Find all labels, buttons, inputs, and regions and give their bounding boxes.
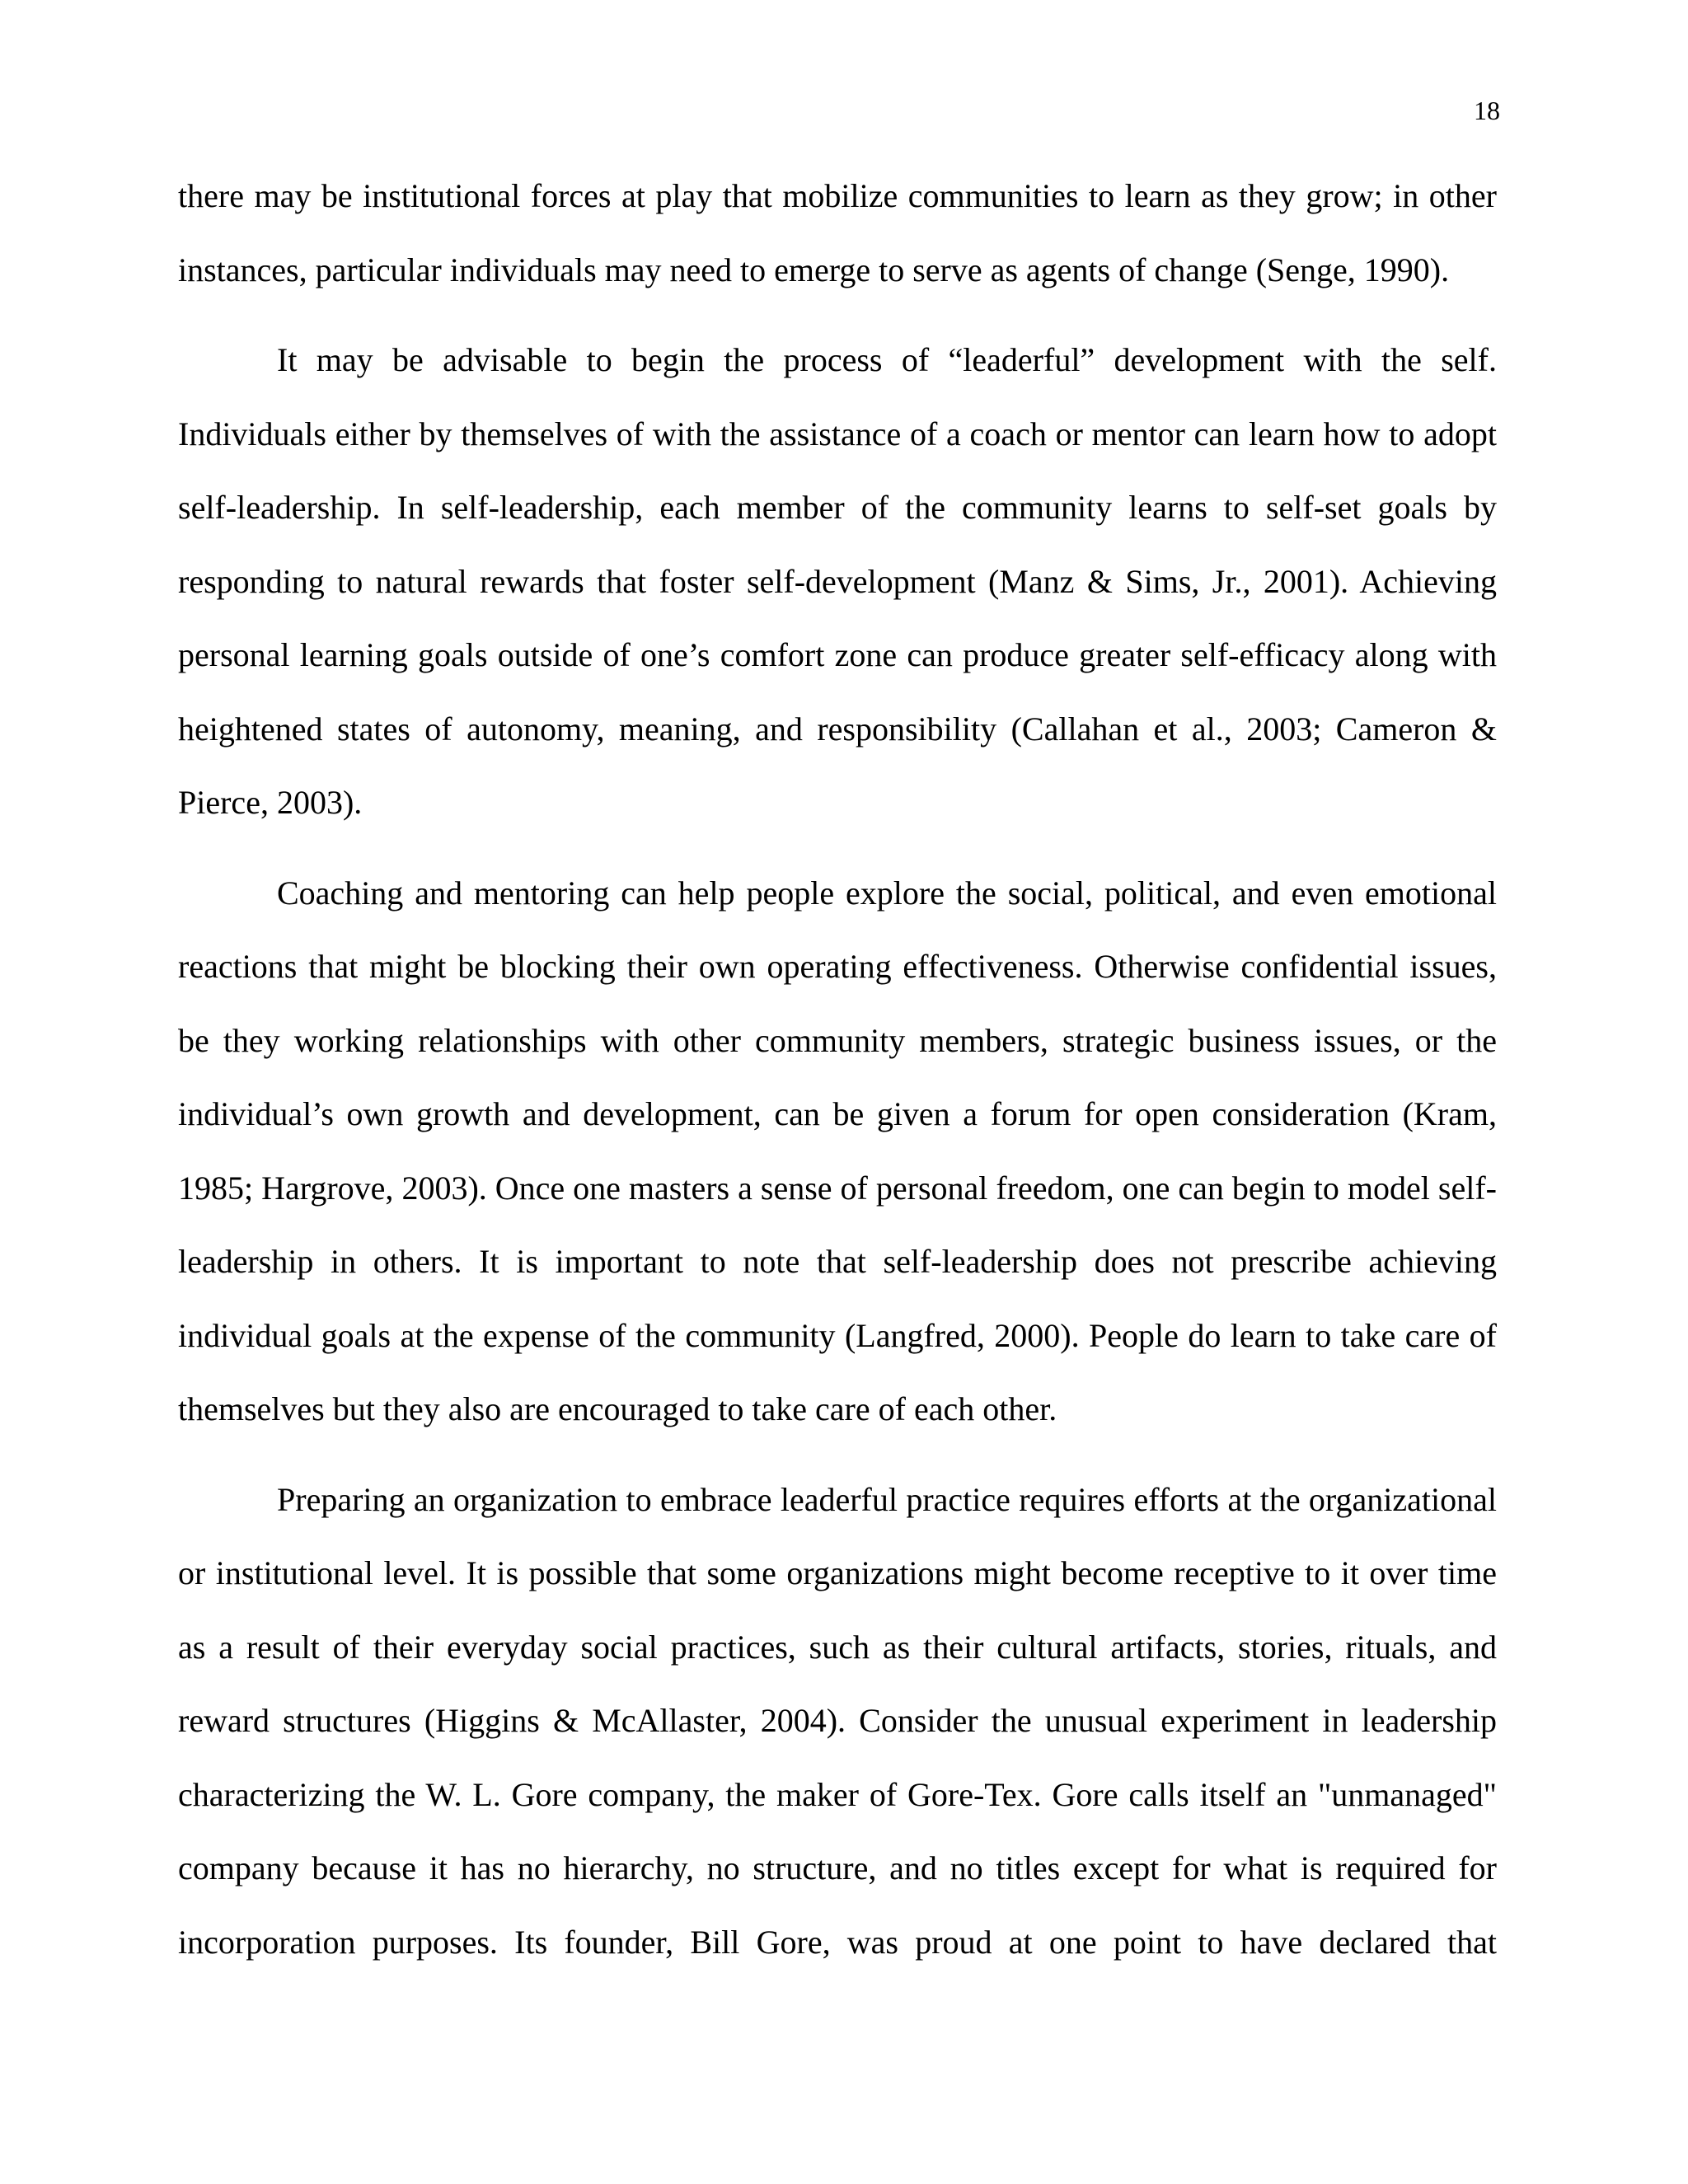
text-line: there may be institutional forces at play that mobilize communities to learn as they grow; in other	[178, 177, 1497, 214]
text-line: individual’s own growth and development, can be given a forum for open consideration (Kram,	[178, 1095, 1497, 1132]
text-line: leadership in others. It is important to note that self-leadership does not prescribe achieving	[178, 1243, 1497, 1280]
text-line: incorporation purposes. Its founder, Bill Gore, was proud at one point to have declared that	[178, 1923, 1497, 1961]
page-number: 18	[1474, 96, 1500, 125]
text-line: self-leadership. In self-leadership, each member of the community learns to self-set goals by	[178, 489, 1497, 526]
paragraph	[178, 333, 1497, 850]
text-line: or institutional level. It is possible that some organizations might become receptive to it over time	[178, 1554, 1497, 1591]
text-line: 1985; Hargrove, 2003). Once one masters a sense of personal freedom, one can begin to model self-	[178, 1169, 1497, 1207]
text-line: Coaching and mentoring can help people explore the social, political, and even emotional	[277, 874, 1497, 912]
text-line: reward structures (Higgins & McAllaster, 2004). Consider the unusual experiment in leadership	[178, 1702, 1497, 1739]
text-line: as a result of their everyday social practices, such as their cultural artifacts, stories, rituals, and	[178, 1628, 1497, 1666]
text-line: individual goals at the expense of the community (Langfred, 2000). People do learn to take care of	[178, 1316, 1497, 1354]
text-line: characterizing the W. L. Gore company, the maker of Gore-Tex. Gore calls itself an "unmanaged"	[178, 1775, 1497, 1813]
text-line: responding to natural rewards that foster self-development (Manz & Sims, Jr., 2001). Achieving	[178, 562, 1497, 600]
text-line: reactions that might be blocking their own operating effectiveness. Otherwise confidential issues,	[178, 948, 1497, 985]
paragraph	[178, 1473, 1497, 1990]
paragraph	[178, 169, 1497, 316]
text-line: personal learning goals outside of one’s comfort zone can produce greater self-efficacy along with	[178, 636, 1497, 673]
text-line: heightened states of autonomy, meaning, and responsibility (Callahan et al., 2003; Cameron &	[178, 710, 1497, 748]
text-line: It may be advisable to begin the process of “leaderful” development with the self.	[277, 341, 1497, 378]
text-line: instances, particular individuals may need to emerge to serve as agents of change (Senge, 1990).	[178, 251, 1450, 288]
text-line: Preparing an organization to embrace leaderful practice requires efforts at the organizational	[277, 1480, 1497, 1518]
document-body	[178, 169, 1497, 1989]
text-line: themselves but they also are encouraged to take care of each other.	[178, 1390, 1057, 1427]
text-line: Individuals either by themselves of with the assistance of a coach or mentor can learn how to adopt	[178, 415, 1497, 452]
text-line: company because it has no hierarchy, no structure, and no titles except for what is required for	[178, 1849, 1497, 1886]
text-line: be they working relationships with other community members, strategic business issues, or the	[178, 1021, 1497, 1059]
paragraph	[178, 866, 1497, 1456]
text-line: Pierce, 2003).	[178, 784, 363, 821]
